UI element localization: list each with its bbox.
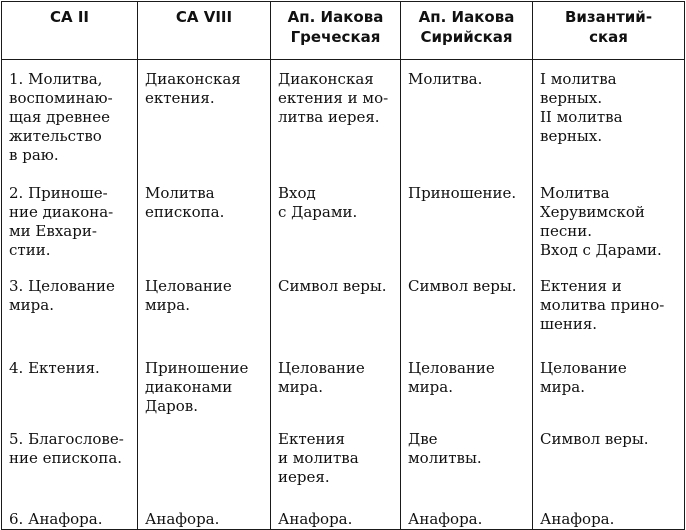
table-cell: Символ веры. (271, 270, 401, 352)
table-row (2, 60, 685, 178)
header-byzantine: Византий- ская (533, 2, 685, 60)
table-cell: Целование мира. (271, 352, 401, 423)
table-cell (138, 423, 271, 506)
table-cell: Анафора. (271, 506, 401, 530)
table-cell: Диаконская ектения и мо- литва иерея. (271, 60, 401, 178)
table-cell: Целование мира. (138, 270, 271, 352)
table-cell: 2. Приноше- ние диакона- ми Евхари- стии. (2, 177, 138, 270)
table-cell: Анафора. (138, 506, 271, 530)
table-cell: Целование мира. (533, 352, 685, 423)
table-cell: Две молитвы. (401, 423, 533, 506)
table-cell: 3. Целование мира. (2, 270, 138, 352)
table-cell: 4. Ектения. (2, 352, 138, 423)
liturgy-comparison-table (1, 1, 685, 530)
table-cell: Вход с Дарами. (271, 177, 401, 270)
table-cell: I молитва верных. II молитва верных. (533, 60, 685, 178)
header-ca-ii: CA II (2, 2, 138, 60)
table-cell: Ектения и молитва прино- шения. (533, 270, 685, 352)
table-row (2, 506, 685, 530)
table-cell: 6. Анафора. (2, 506, 138, 530)
table-cell: Анафора. (533, 506, 685, 530)
table-cell: Анафора. (401, 506, 533, 530)
table-cell: Целование мира. (401, 352, 533, 423)
table-cell: 5. Благослове- ние епископа. (2, 423, 138, 506)
table-cell: Приношение диаконами Даров. (138, 352, 271, 423)
table-row (2, 177, 685, 270)
table-row (2, 270, 685, 352)
table-cell: Символ веры. (533, 423, 685, 506)
header-james-greek: Ап. Иакова Греческая (271, 2, 401, 60)
table-cell: Ектения и молитва иерея. (271, 423, 401, 506)
table-cell: Диаконская ектения. (138, 60, 271, 178)
table-cell: 1. Молитва, воспоминаю- щая древнее жительство в раю. (2, 60, 138, 178)
header-row (2, 2, 685, 60)
table-cell: Молитва епископа. (138, 177, 271, 270)
table-cell: Молитва. (401, 60, 533, 178)
table-row (2, 423, 685, 506)
table-row (2, 352, 685, 423)
table-cell: Приношение. (401, 177, 533, 270)
table-cell: Символ веры. (401, 270, 533, 352)
table-cell: Молитва Херувимской песни. Вход с Дарами. (533, 177, 685, 270)
header-james-syriac: Ап. Иакова Сирийская (401, 2, 533, 60)
header-ca-viii: CA VIII (138, 2, 271, 60)
